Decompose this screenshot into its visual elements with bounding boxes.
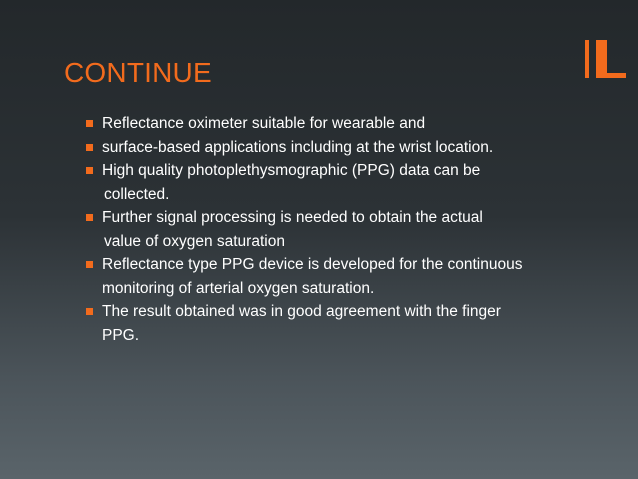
slide-title: CONTINUE <box>64 57 212 88</box>
square-bullet-icon <box>86 120 93 127</box>
square-bullet-icon <box>86 308 93 315</box>
bullet-list <box>84 112 604 347</box>
bullet-text-line: The result obtained was in good agreement with the finger <box>102 303 501 320</box>
accent-bar-thin <box>585 40 589 78</box>
square-bullet-icon <box>86 214 93 221</box>
bullet-item <box>84 253 604 300</box>
bullet-item <box>84 136 604 160</box>
bullet-text-line: Further signal processing is needed to obtain the actual <box>102 209 483 226</box>
bullet-text-line: value of oxygen saturation <box>104 232 285 250</box>
square-bullet-icon <box>86 261 93 268</box>
bullet-text-line: monitoring of arterial oxygen saturation. <box>102 279 375 297</box>
bullet-text-line: surface-based applications including at the wrist location. <box>102 138 494 156</box>
bullet-text-line: Reflectance type PPG device is developed for the continuous <box>102 256 523 273</box>
square-bullet-icon <box>86 167 93 174</box>
bullet-text-line: collected. <box>104 185 170 203</box>
bullet-text-line: Reflectance oximeter suitable for wearable and <box>102 115 426 132</box>
accent-bar-foot <box>596 73 626 78</box>
bullet-text-line: High quality photoplethysmographic (PPG) data can be <box>102 162 481 179</box>
bullet-item <box>84 112 604 136</box>
bullet-text-line: PPG. <box>102 326 140 344</box>
bullet-item <box>84 159 604 206</box>
bullet-item <box>84 206 604 253</box>
square-bullet-icon <box>86 144 93 151</box>
bullet-item <box>84 300 604 347</box>
